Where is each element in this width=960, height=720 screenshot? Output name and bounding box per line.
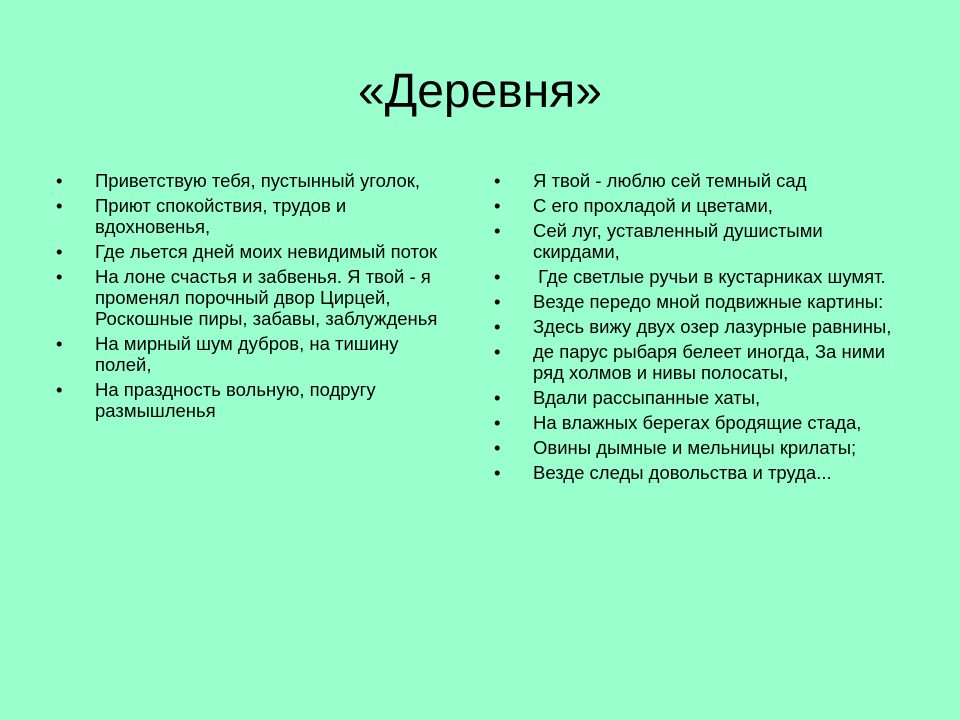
list-item (56, 241, 456, 262)
left-verse-list (56, 170, 456, 425)
list-item (56, 170, 456, 191)
right-verse-list (494, 170, 914, 487)
bullet-icon: • (494, 170, 501, 191)
bullet-icon: • (494, 316, 501, 337)
bullet-icon: • (494, 291, 501, 312)
list-item (494, 462, 914, 483)
list-item (494, 412, 914, 433)
bullet-icon: • (494, 437, 501, 458)
verse-line: Приют спокойствия, трудов и вдохновенья, (95, 195, 347, 237)
slide-title: «Деревня» (358, 65, 602, 118)
verse-line: Я твой - люблю сей темный сад (533, 170, 807, 191)
list-item (494, 437, 914, 458)
verse-line: де парус рыбаря белеет иногда, За ними ряд холмов и нивы полосаты, (533, 341, 886, 383)
bullet-icon: • (494, 195, 501, 216)
list-item (56, 266, 456, 329)
verse-line: На лоне счастья и забвенья. Я твой - я променял порочный двор Цирцей, Роскошные пиры, забавы, заблужденья (95, 266, 438, 329)
list-item (494, 266, 914, 287)
verse-line: На праздность вольную, подругу размышленья (95, 379, 376, 421)
verse-line: Где льется дней моих невидимый поток (95, 241, 438, 262)
verse-line: С его прохладой и цветами, (533, 195, 773, 216)
list-item (494, 170, 914, 191)
bullet-icon: • (56, 333, 63, 354)
list-item (56, 195, 456, 237)
verse-line: Приветствую тебя, пустынный уголок, (95, 170, 421, 191)
bullet-icon: • (494, 462, 501, 483)
verse-line: Вдали рассыпанные хаты, (533, 387, 761, 408)
bullet-icon: • (494, 220, 501, 241)
verse-line: Везде передо мной подвижные картины: (533, 291, 884, 312)
list-item (494, 195, 914, 216)
list-item (494, 387, 914, 408)
list-item (56, 333, 456, 375)
list-item (494, 220, 914, 262)
bullet-icon: • (56, 170, 63, 191)
verse-line: Сей луг, уставленный душистыми скирдами, (533, 220, 823, 262)
bullet-icon: • (56, 241, 63, 262)
verse-line: На мирный шум дубров, на тишину полей, (95, 333, 399, 375)
bullet-icon: • (494, 266, 501, 287)
list-item (494, 316, 914, 337)
bullet-icon: • (494, 412, 501, 433)
bullet-icon: • (56, 195, 63, 216)
list-item (494, 341, 914, 383)
bullet-icon: • (56, 379, 63, 400)
verse-line: Где светлые ручьи в кустарниках шумят. (533, 266, 886, 287)
list-item (494, 291, 914, 312)
verse-line: Здесь вижу двух озер лазурные равнины, (533, 316, 892, 337)
bullet-icon: • (56, 266, 63, 287)
verse-line: Везде следы довольства и труда... (533, 462, 832, 483)
verse-line: Овины дымные и мельницы крилаты; (533, 437, 857, 458)
list-item (56, 379, 456, 421)
bullet-icon: • (494, 387, 501, 408)
bullet-icon: • (494, 341, 501, 362)
verse-line: На влажных берегах бродящие стада, (533, 412, 862, 433)
